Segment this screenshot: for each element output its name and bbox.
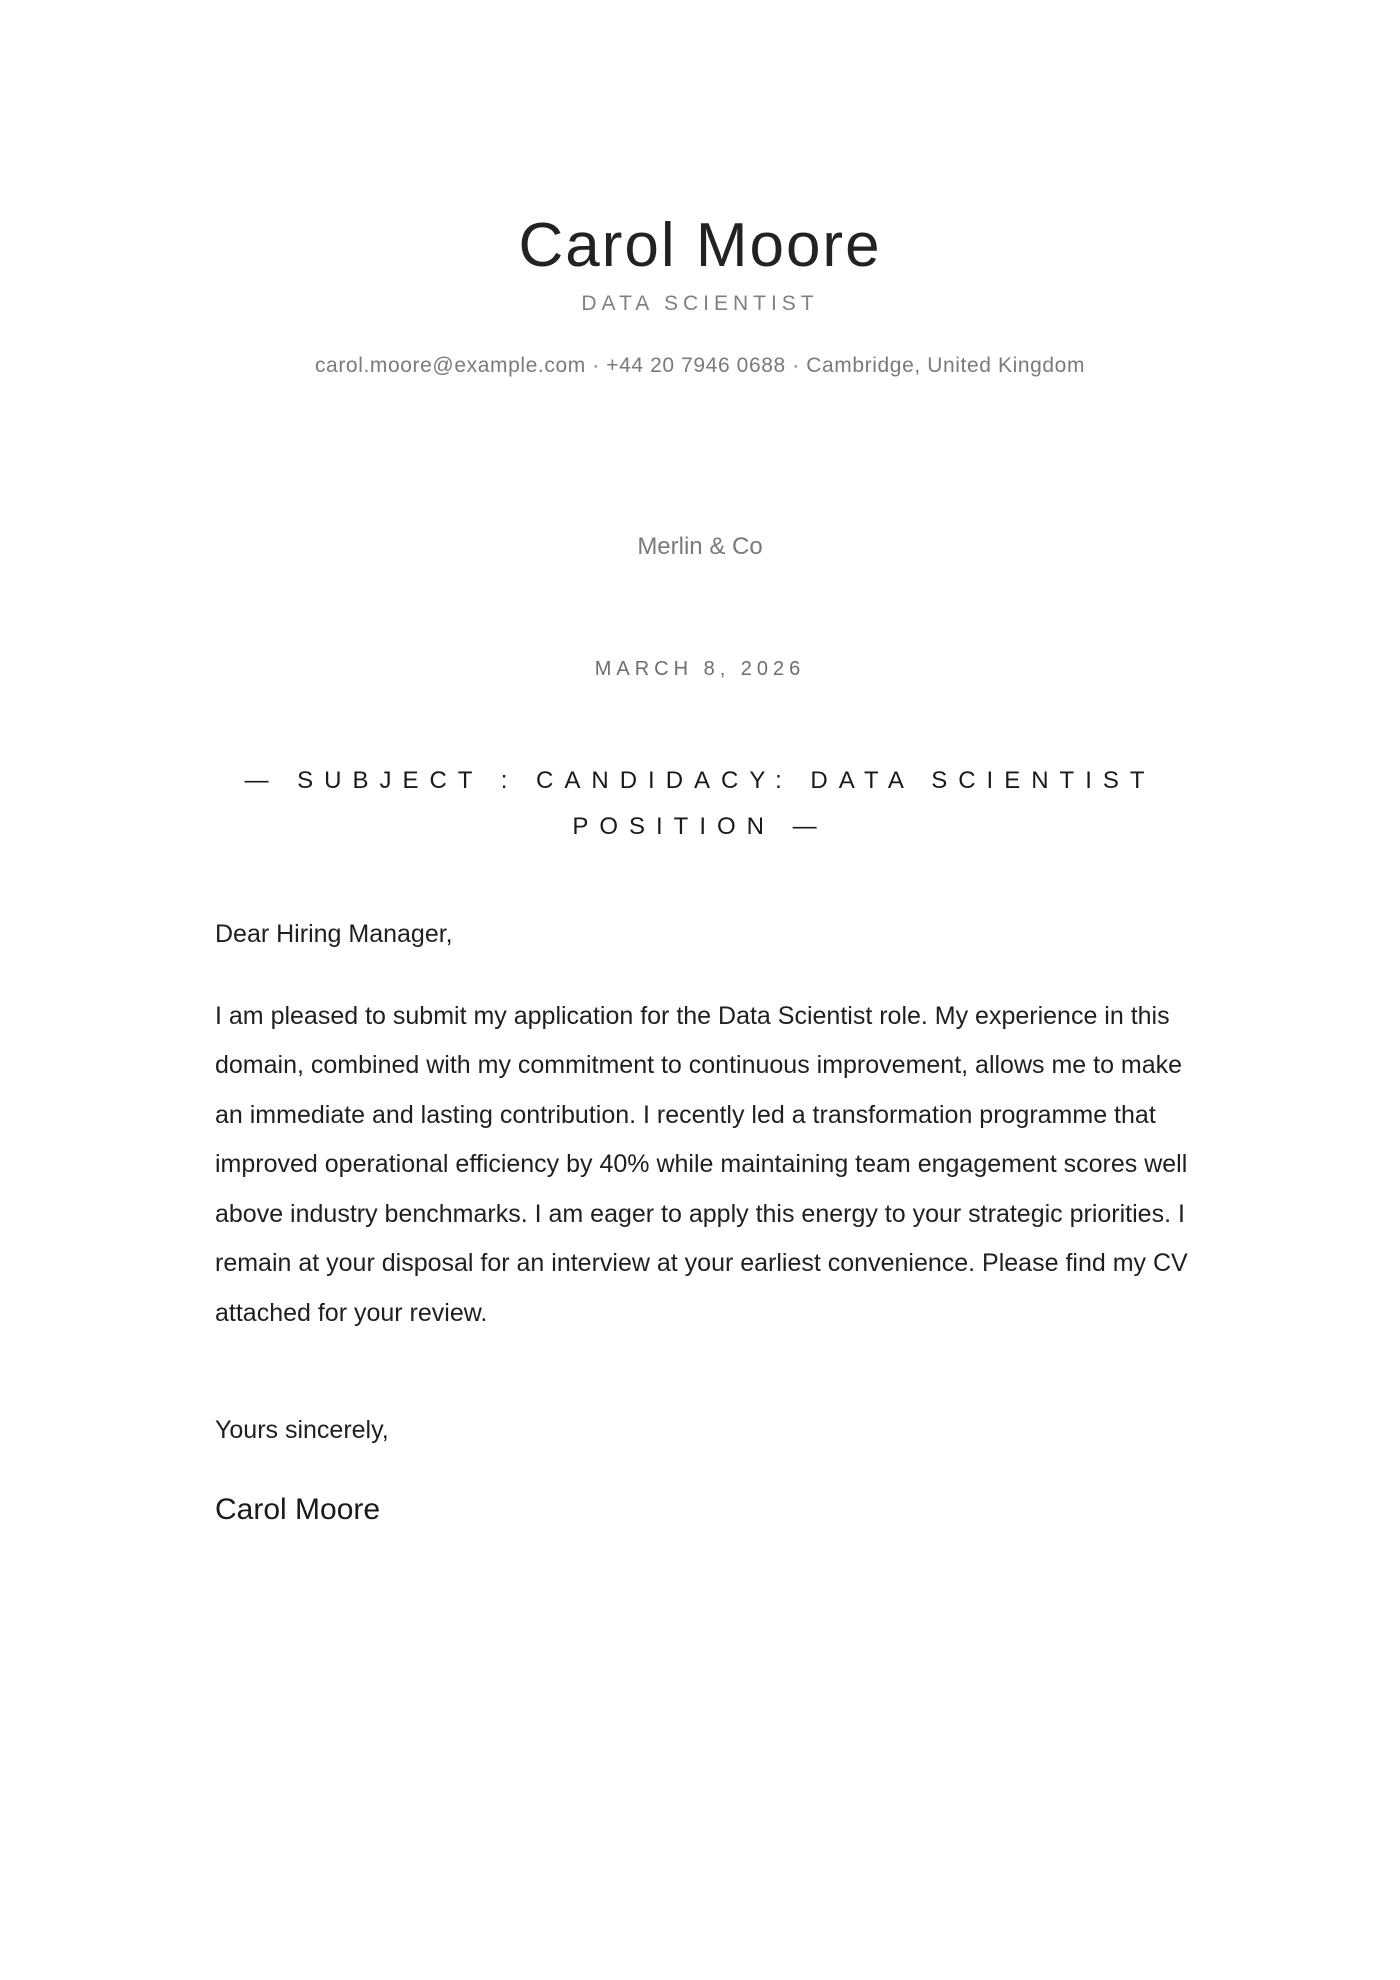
signature-name: Carol Moore	[215, 1492, 381, 1526]
letter-subject: — SUBJECT : CANDIDACY: DATA SCIENTIST POSITION —	[244, 767, 1156, 840]
closing: Yours sincerely,	[215, 1416, 389, 1444]
letter-date: MARCH 8, 2026	[594, 658, 806, 680]
letter-body	[215, 910, 1195, 1530]
body-paragraph: I am pleased to submit my application for the Data Scientist role. My experience in this domain, combined with my commitment to continuous improvement, allows me to make an immediate and lasting contribution. I recently led a transformation programme that improved operational efficiency by 40% while maintaining team engagement scores well above industry benchmarks. I am eager to apply this energy to your strategic priorities. I remain at your disposal for an interview at your earliest convenience. Please find my CV attached for your review.	[215, 1001, 1188, 1327]
recipient-company: Merlin & Co	[637, 533, 763, 560]
letter-header	[0, 208, 1400, 380]
sender-contact-line: carol.moore@example.com · +44 20 7946 0688 · Cambridge, United Kingdom	[314, 354, 1086, 377]
sender-name: Carol Moore	[518, 211, 882, 280]
salutation: Dear Hiring Manager,	[215, 920, 453, 948]
sender-title: DATA SCIENTIST	[581, 292, 819, 315]
